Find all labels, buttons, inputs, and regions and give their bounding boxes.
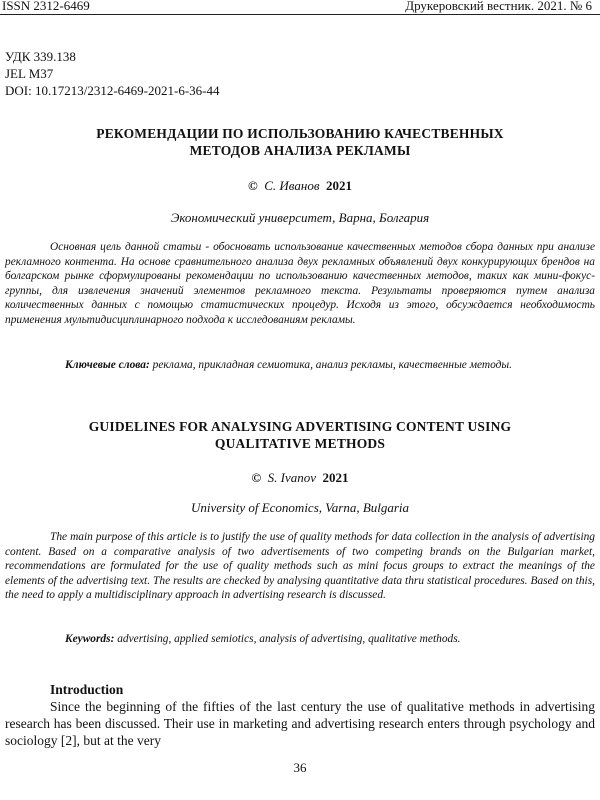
ru-author [0,178,600,194]
copyright-sign: © [248,178,258,193]
running-header [0,0,600,15]
introduction-heading: Introduction [50,682,124,697]
issn: ISSN 2312-6469 [2,0,90,13]
en-year: 2021 [322,470,349,485]
ru-year: 2021 [325,178,352,193]
introduction-text: Since the beginning of the fifties of the last century the use of qualitative methods in advertising research has been discussed. Their use in marketing and advertising research enters through psychology and sociology [2], but at the very [5,699,595,748]
copyright-sign: © [251,470,262,485]
ru-author-name: С. Иванов [264,178,320,193]
ru-keywords [5,358,595,373]
en-title-line-1: GUIDELINES FOR ANALYSING ADVERTISING CONTENT USING [88,419,512,434]
en-affiliation: University of Economics, Varna, Bulgaria [190,500,410,515]
udk-code: УДК 339.138 [5,49,76,64]
en-keywords [5,632,595,647]
en-abstract: The main purpose of this article is to justify the use of quality methods for data collection in the analysis of advertising content. Based on a comparative analysis of two advertisements of two competing brands on the Bulgarian market, recommendations are formulated for the use of quality methods such as mini focus groups to extract the meanings of the elements of the advertising text. The results are checked by analysing quantitative data thru statistical procedures. Based on this, the need to apply a multidisciplinary approach in advertising research is discussed. [5,531,595,602]
en-keywords-text: advertising, applied semiotics, analysis of advertising, qualitative methods. [117,633,461,645]
ru-affiliation: Экономический университет, Варна, Болгария [170,210,430,225]
en-author-name: S. Ivanov [267,470,317,485]
en-title-line-2: QUALITATIVE METHODS [214,436,386,451]
ru-keywords-label: Ключевые слова: [65,359,150,371]
ru-title-line-1: РЕКОМЕНДАЦИИ ПО ИСПОЛЬЗОВАНИЮ КАЧЕСТВЕННЫХ [96,126,504,141]
ru-keywords-text: реклама, прикладная семиотика, анализ рекламы, качественные методы. [152,359,512,371]
ru-abstract: Основная цель данной статьи - обосновать использование качественных методов сбора данных при анализе рекламного контента. На основе сравнительного анализа двух рекламных объявлений двух конкурирующих брендов на болгарском рынке сформулированы рекомендации по использованию качественных методов, таких как мини-фокус-группы, для извлечения значений элементов рекламного текста. Результаты проверяются путем анализа количественных данных с помощью статистических процедур. Исходя из этого, обсуждается необходимость применения мультидисциплинарного подхода к исследованиям рекламы. [5,241,595,326]
doi: DOI: 10.17213/2312-6469-2021-6-36-44 [5,83,220,98]
en-author [0,470,600,486]
ru-title [20,125,580,159]
page-number: 36 [293,760,307,775]
en-title [20,418,580,452]
journal-title: Друкеровский вестник. 2021. № 6 [405,0,592,13]
article-meta [5,48,219,99]
ru-title-line-2: МЕТОДОВ АНАЛИЗА РЕКЛАМЫ [189,143,411,158]
en-keywords-label: Keywords: [65,633,115,645]
jel-code: JEL M37 [5,66,54,81]
